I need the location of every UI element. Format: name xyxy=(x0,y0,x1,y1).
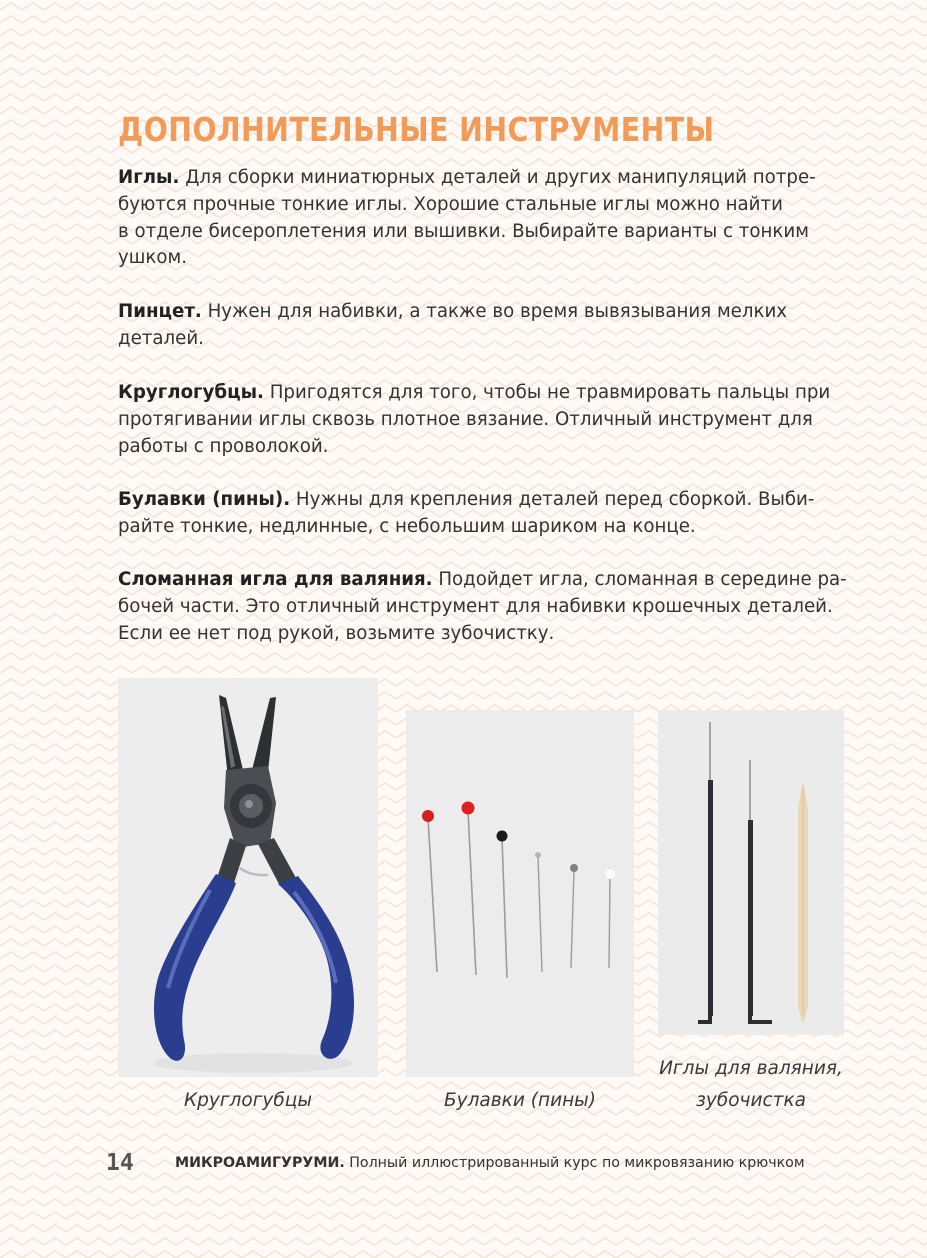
pliers-photo xyxy=(118,678,378,1077)
paragraph-term: Пинцет. xyxy=(118,301,202,322)
paragraph-line: буются прочные тонкие иглы. Хорошие стальные иглы можно найти xyxy=(118,193,783,215)
felting-needles-photo xyxy=(658,710,844,1035)
book-title: МИКРОАМИГУРУМИ. xyxy=(175,1155,345,1171)
paragraph-line: в отделе бисероплетения или вышивки. Выбирайте варианты с тонким xyxy=(118,220,809,242)
paragraph-line: ушком. xyxy=(118,247,188,269)
paragraph-line: Круглогубцы. Пригодятся для того, чтобы не травмировать пальцы при xyxy=(118,382,831,403)
pins-photo xyxy=(406,710,634,1077)
caption-felting-needles: Иглы для валяния, зубочистка xyxy=(659,1058,843,1111)
paragraph-line: Булавки (пины). Нужны для крепления деталей перед сборкой. Выби- xyxy=(118,489,815,510)
paragraph-line: Иглы. Для сборки миниатюрных деталей и других манипуляций потре- xyxy=(118,167,816,188)
page-number: 14 xyxy=(106,1150,134,1176)
paragraph-term: Круглогубцы. xyxy=(118,382,264,403)
paragraph-line: Пинцет. Нужен для набивки, а также во время вывязывания мелких xyxy=(118,301,788,322)
paragraph-line: бочей части. Это отличный инструмент для набивки крошечных деталей. xyxy=(118,595,833,617)
paragraph-pins xyxy=(118,487,858,541)
page-title: ДОПОЛНИТЕЛЬНЫЕ ИНСТРУМЕНТЫ xyxy=(118,110,715,149)
paragraph-line: деталей. xyxy=(118,327,204,349)
paragraph-line: Сломанная игла для валяния. Подойдет игла, сломанная в середине ра- xyxy=(118,569,847,590)
pliers-illustration xyxy=(118,678,378,1077)
caption-pins: Булавки (пины) xyxy=(443,1090,597,1111)
paragraph-line: райте тонкие, недлинные, с небольшим шариком на конце. xyxy=(118,515,696,537)
caption-pliers: Круглогубцы xyxy=(184,1090,312,1111)
paragraph-felting-needle xyxy=(118,567,858,647)
paragraph-term: Булавки (пины). xyxy=(118,489,291,510)
paragraph-needles xyxy=(118,165,858,272)
paragraph-line: Если ее нет под рукой, возьмите зубочистку. xyxy=(118,622,555,644)
book-subtitle: Полный иллюстрированный курс по микровязанию крючком xyxy=(344,1155,805,1171)
paragraph-line: протягивании иглы сквозь плотное вязание. Отличный инструмент для xyxy=(118,408,813,430)
paragraph-term: Иглы. xyxy=(118,167,180,188)
running-footer xyxy=(175,1155,805,1171)
paragraph-pliers xyxy=(118,380,858,460)
paragraph-term: Сломанная игла для валяния. xyxy=(118,569,433,590)
paragraph-tweezers xyxy=(118,299,858,353)
felting-needles-illustration xyxy=(658,710,844,1035)
paragraph-line: работы с проволокой. xyxy=(118,435,329,457)
pins-illustration xyxy=(406,710,634,1077)
